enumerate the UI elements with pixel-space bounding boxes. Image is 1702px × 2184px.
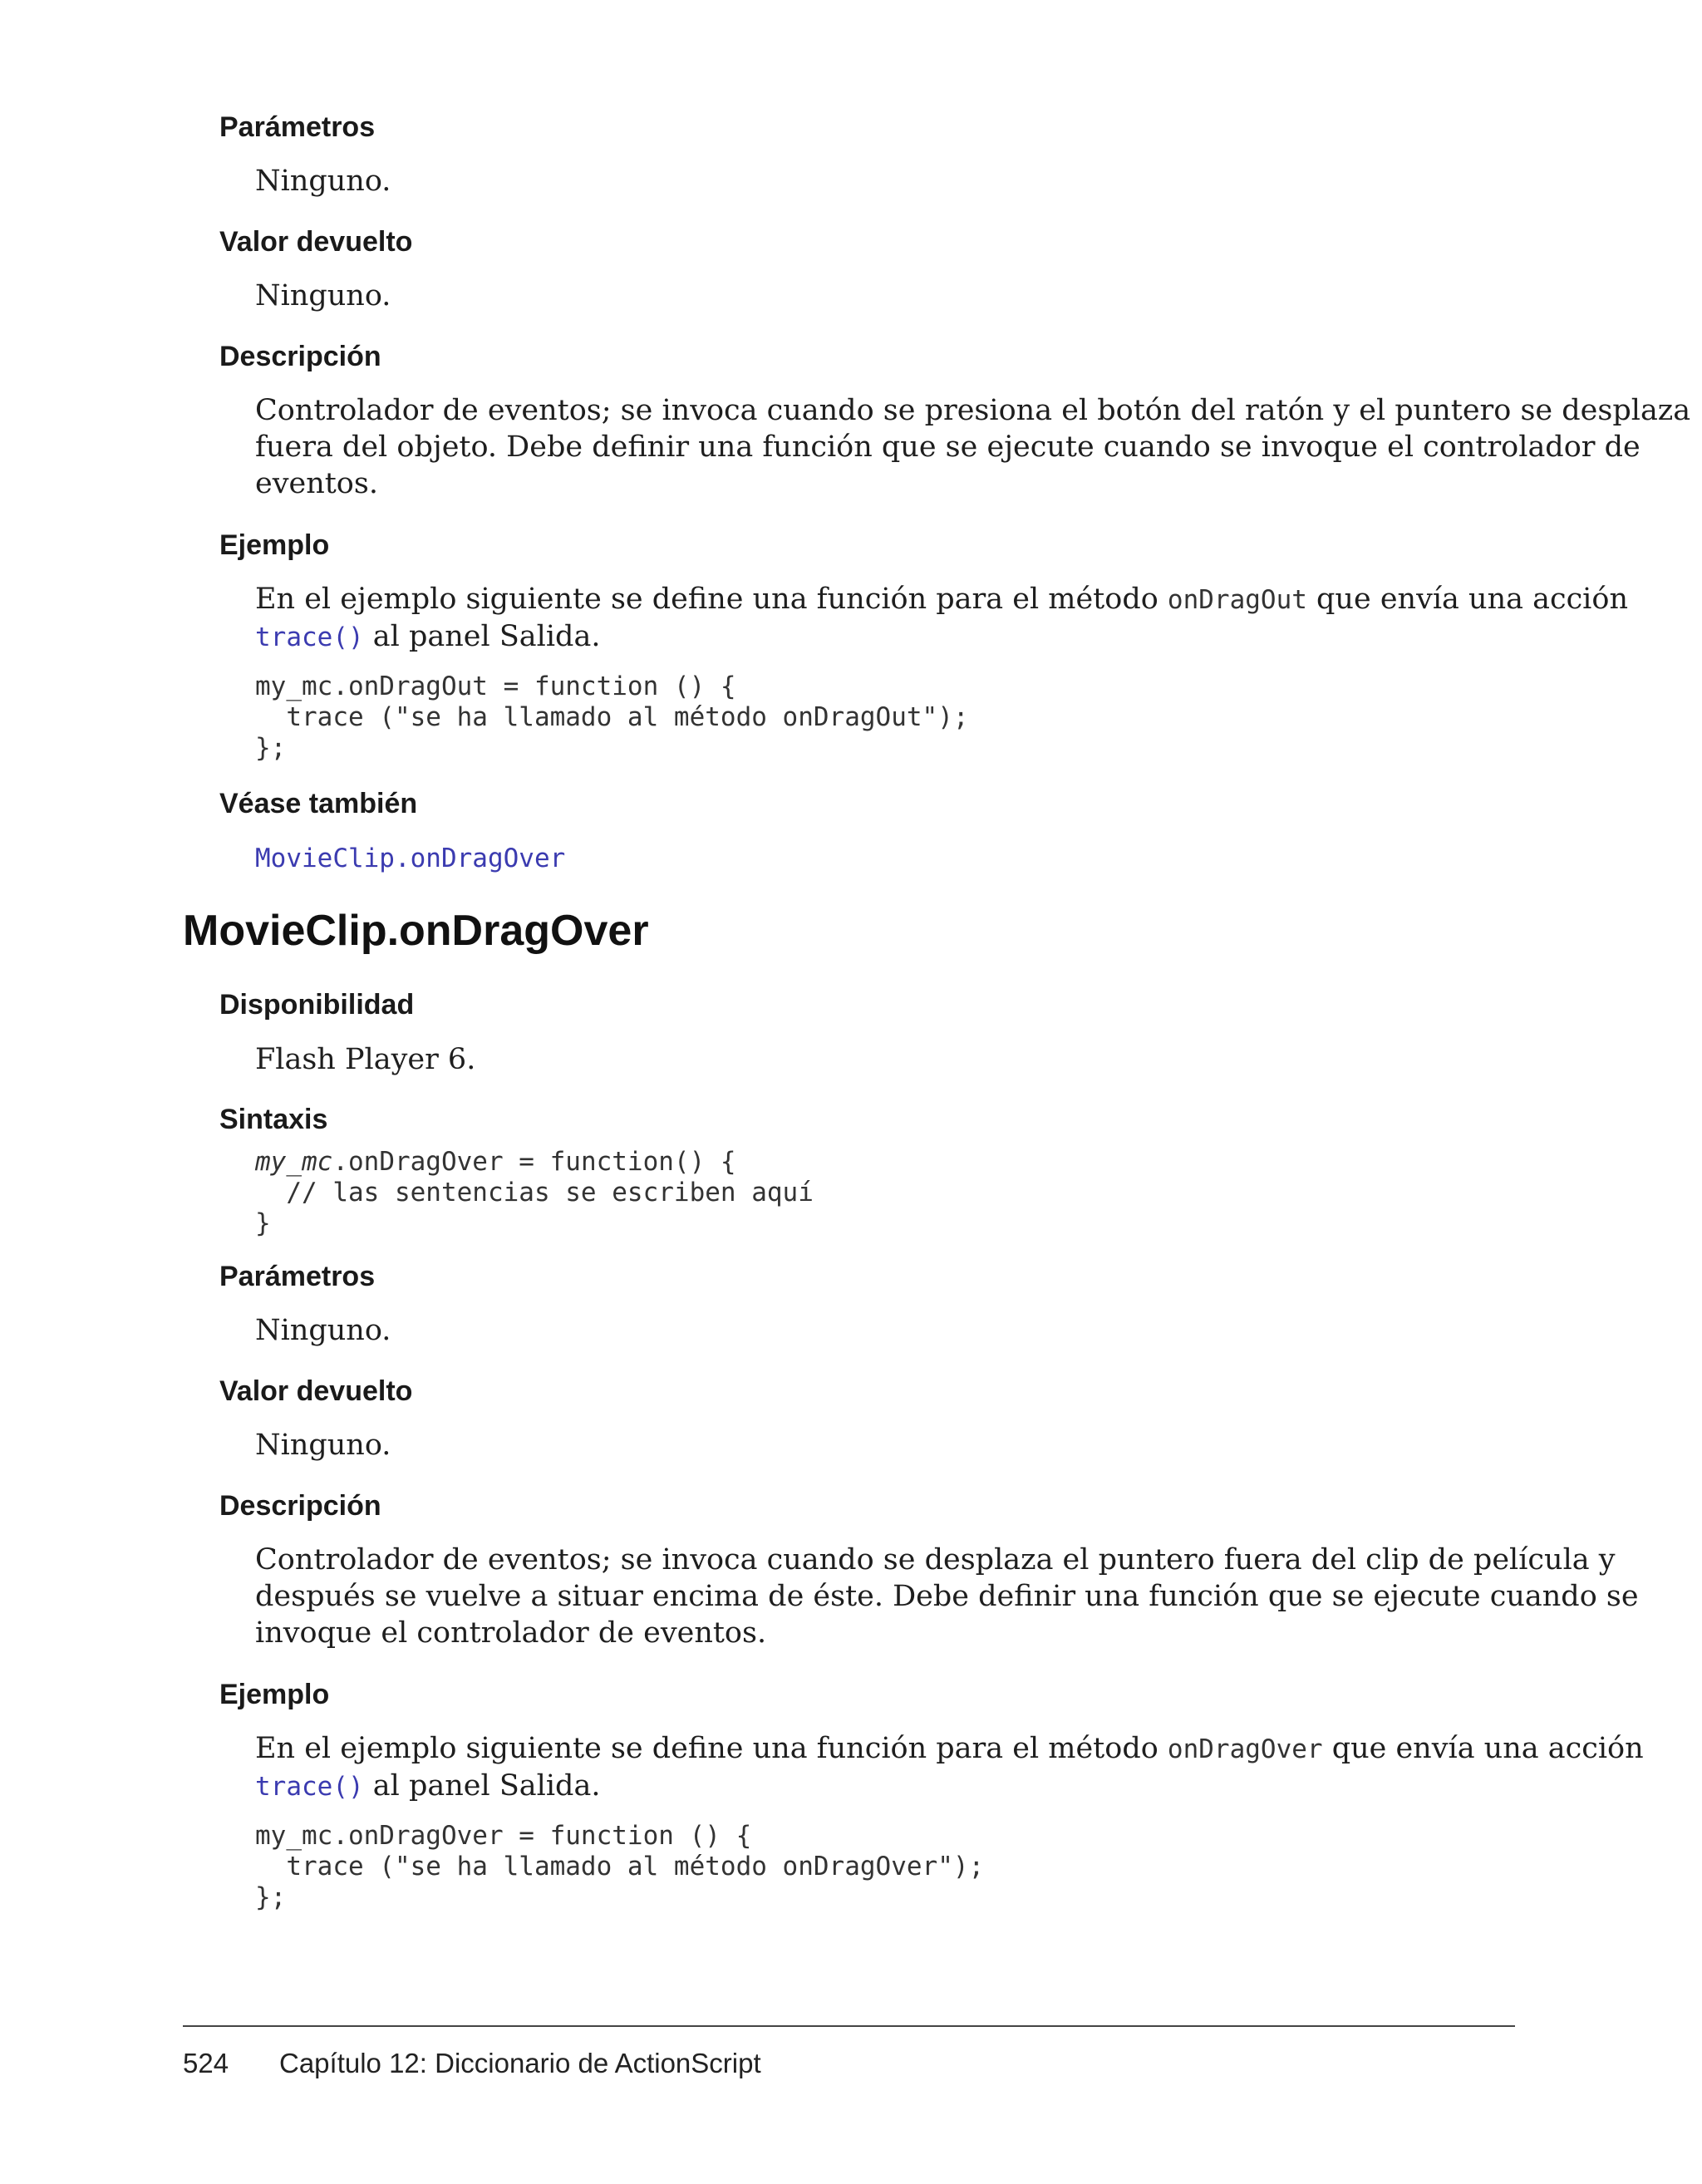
example-text-line xyxy=(255,1768,600,1806)
example-heading: Ejemplo xyxy=(219,529,330,561)
trace-link[interactable]: trace() xyxy=(255,1772,364,1802)
example-text: al panel Salida. xyxy=(363,620,601,653)
description-line: invoque el controlador de eventos. xyxy=(255,1616,767,1650)
example-text: que envía una acción xyxy=(1322,1732,1644,1765)
example-text-line xyxy=(255,618,600,657)
description-line: eventos. xyxy=(255,467,378,500)
syntax-rest: .onDragOver = function() { xyxy=(332,1147,736,1177)
code-line: trace ("se ha llamado al método onDragOver"); xyxy=(255,1852,985,1881)
code-block xyxy=(255,1821,984,1913)
example-text: que envía una acción xyxy=(1306,583,1628,616)
code-line: }; xyxy=(255,733,287,763)
description-line: fuera del objeto. Debe definir una función que se ejecute cuando se invoque el controlador de xyxy=(255,430,1641,464)
return-value-heading: Valor devuelto xyxy=(219,1375,413,1407)
return-value-text: Ninguno. xyxy=(255,279,391,312)
code-line: my_mc.onDragOver = function () { xyxy=(255,1821,752,1851)
chapter-title: Capítulo 12: Diccionario de ActionScript xyxy=(279,2048,761,2078)
code-line: }; xyxy=(255,1882,287,1912)
description-line: Controlador de eventos; se invoca cuando se presiona el botón del ratón y el puntero se desplaza xyxy=(255,394,1691,427)
example-text: En el ejemplo siguiente se define una función para el método xyxy=(255,1732,1168,1765)
example-text: al panel Salida. xyxy=(363,1769,601,1803)
example-text-line xyxy=(255,581,1628,619)
example-heading: Ejemplo xyxy=(219,1679,330,1710)
code-line: my_mc.onDragOut = function () { xyxy=(255,671,736,701)
example-text: En el ejemplo siguiente se define una función para el método xyxy=(255,583,1168,616)
see-also-link[interactable]: MovieClip.onDragOver xyxy=(255,844,566,873)
description-heading: Descripción xyxy=(219,1490,381,1522)
code-block xyxy=(255,671,969,764)
parameters-heading: Parámetros xyxy=(219,1261,376,1292)
code-line: } xyxy=(255,1208,271,1238)
description-heading: Descripción xyxy=(219,341,381,372)
return-value-heading: Valor devuelto xyxy=(219,226,413,258)
code-line: // las sentencias se escriben aquí xyxy=(255,1178,814,1208)
code-line xyxy=(255,1147,814,1178)
code-line: trace ("se ha llamado al método onDragOut"); xyxy=(255,702,969,732)
trace-link[interactable]: trace() xyxy=(255,622,364,652)
page-number: 524 xyxy=(183,2048,229,2078)
syntax-code-block xyxy=(255,1147,814,1239)
inline-code-method: onDragOver xyxy=(1167,1734,1323,1764)
description-line: Controlador de eventos; se invoca cuando se desplaza el puntero fuera del clip de película y xyxy=(255,1543,1616,1577)
syntax-heading: Sintaxis xyxy=(219,1104,328,1135)
parameters-text: Ninguno. xyxy=(255,1314,391,1347)
description-line: después se vuelve a situar encima de éste. Debe definir una función que se ejecute cuando se xyxy=(255,1580,1639,1613)
section-title: MovieClip.onDragOver xyxy=(183,907,649,955)
return-value-text: Ninguno. xyxy=(255,1429,391,1462)
parameters-text: Ninguno. xyxy=(255,165,391,198)
syntax-object-name: my_mc xyxy=(255,1147,333,1177)
footer-rule xyxy=(183,2025,1515,2027)
availability-text: Flash Player 6. xyxy=(255,1043,476,1076)
parameters-heading: Parámetros xyxy=(219,111,376,143)
inline-code-method: onDragOut xyxy=(1167,585,1307,615)
example-text-line xyxy=(255,1730,1644,1768)
availability-heading: Disponibilidad xyxy=(219,989,415,1021)
see-also-line xyxy=(255,839,565,878)
see-also-heading: Véase también xyxy=(219,788,418,819)
